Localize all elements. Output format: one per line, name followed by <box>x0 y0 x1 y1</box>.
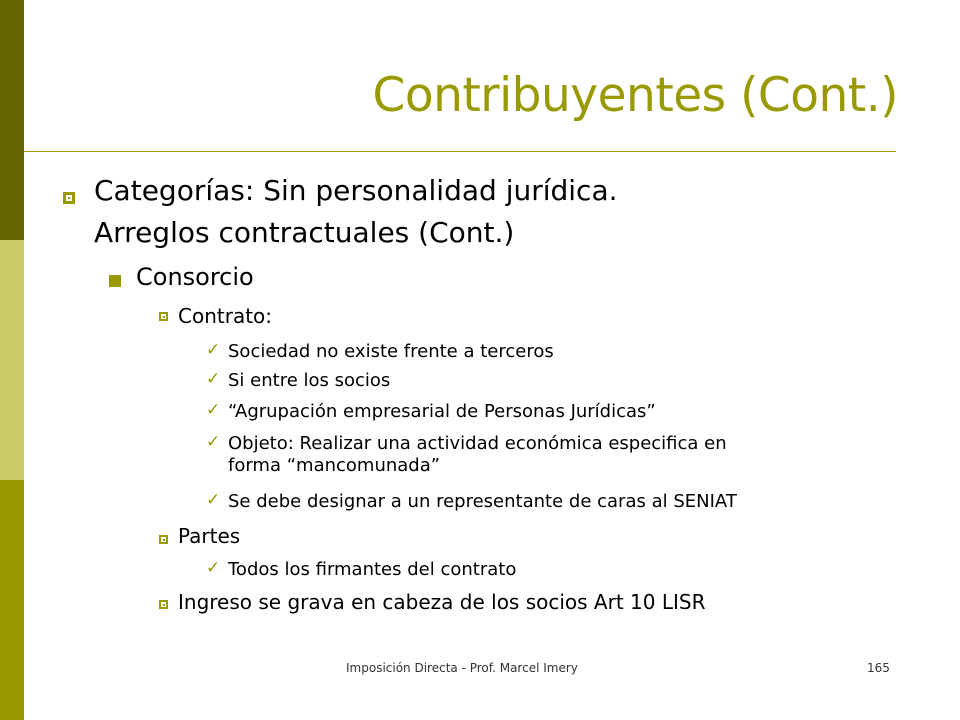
contrato-item: Si entre los socios <box>228 370 391 391</box>
contrato-item: Sociedad no existe frente a terceros <box>228 341 554 362</box>
check-mark-icon: ✓ <box>206 558 221 578</box>
contrato-label: Contrato: <box>178 304 273 328</box>
sidebar-stripe-bottom <box>0 480 24 720</box>
page-number: 165 <box>867 661 890 675</box>
hollow-square-bullet-icon <box>159 535 168 544</box>
hollow-square-bullet-icon <box>159 600 168 609</box>
partes-label: Partes <box>178 524 241 548</box>
hollow-square-bullet-icon <box>159 312 168 321</box>
contrato-item: Objeto: Realizar una actividad económica especifica en <box>228 433 727 454</box>
category-line-2: Arreglos contractuales (Cont.) <box>94 216 515 249</box>
check-mark-icon: ✓ <box>206 432 221 452</box>
contrato-item: Se debe designar a un representante de caras al SENIAT <box>228 491 737 512</box>
title-divider <box>24 151 896 152</box>
check-mark-icon: ✓ <box>206 340 221 360</box>
check-mark-icon: ✓ <box>206 369 221 389</box>
partes-item: Todos los firmantes del contrato <box>228 559 517 580</box>
slide-title: Contribuyentes (Cont.) <box>372 68 898 123</box>
check-mark-icon: ✓ <box>206 400 221 420</box>
ingreso-label: Ingreso se grava en cabeza de los socios Art 10 LISR <box>178 590 706 614</box>
consorcio-label: Consorcio <box>136 263 254 291</box>
footer-text: Imposición Directa - Prof. Marcel Imery <box>346 661 578 675</box>
category-line-1: Categorías: Sin personalidad jurídica. <box>94 174 618 207</box>
filled-square-bullet-icon <box>109 275 121 287</box>
hollow-square-bullet-icon <box>63 192 75 204</box>
check-mark-icon: ✓ <box>206 490 221 510</box>
contrato-item-continuation: forma “mancomunada” <box>228 455 441 476</box>
contrato-item: “Agrupación empresarial de Personas Jurídicas” <box>228 401 656 422</box>
sidebar-stripe-middle <box>0 240 24 480</box>
sidebar-stripe-top <box>0 0 24 240</box>
